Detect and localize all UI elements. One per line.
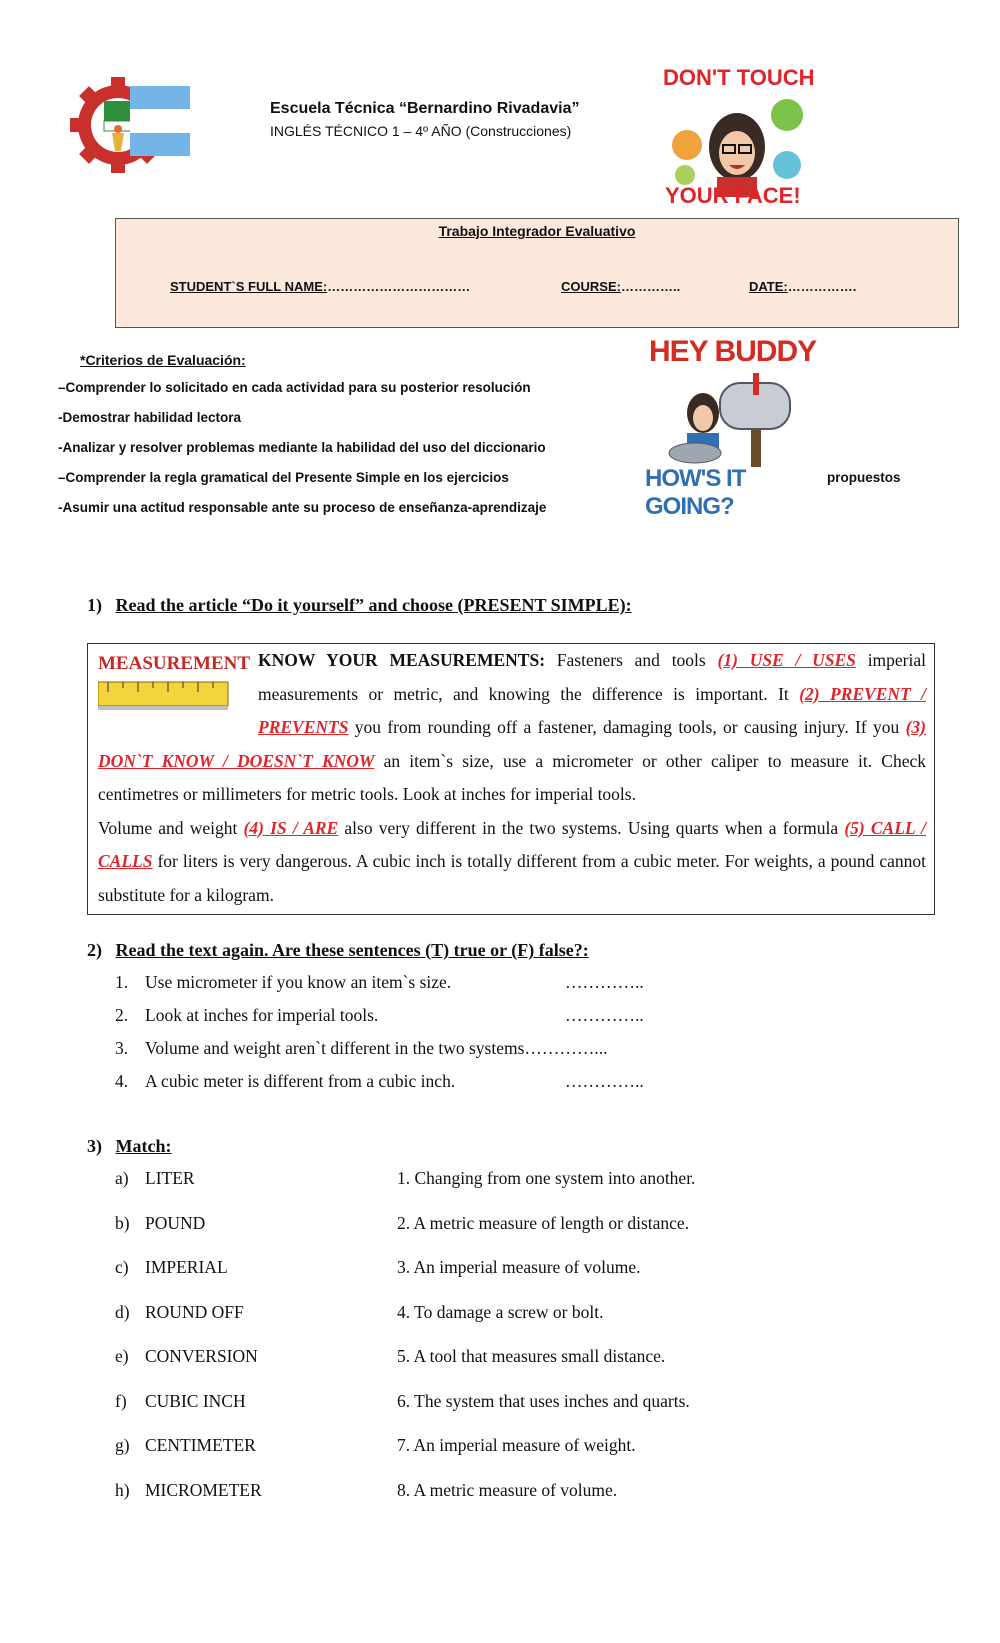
tf-item bbox=[115, 1071, 644, 1092]
match-term[interactable]: CENTIMETER bbox=[145, 1435, 256, 1455]
choice-2[interactable]: (2) PREVENT / PREVENTS bbox=[258, 683, 926, 737]
criteria-item: -Analizar y resolver problemas mediante la habilidad del uso del diccionario bbox=[58, 440, 546, 455]
match-definition[interactable]: 3. An imperial measure of volume. bbox=[397, 1257, 641, 1277]
date-blank: ……………. bbox=[787, 279, 857, 294]
article-lead: KNOW YOUR MEASUREMENTS: bbox=[258, 650, 546, 670]
q2-title: Read the text again. Are these sentences (T) true or (F) false?: bbox=[115, 940, 589, 960]
match-definition[interactable]: 8. A metric measure of volume. bbox=[397, 1479, 618, 1500]
q3-heading bbox=[87, 1136, 171, 1157]
q3-title: Match: bbox=[115, 1136, 172, 1156]
tf-item-number: 1. bbox=[115, 972, 129, 992]
student-name-field[interactable] bbox=[170, 279, 470, 294]
choice-4[interactable]: (4) IS / ARE bbox=[243, 817, 339, 838]
q1-number: 1) bbox=[87, 595, 102, 615]
match-letter: d) bbox=[115, 1301, 130, 1322]
date-label: DATE: bbox=[749, 279, 788, 294]
match-term[interactable]: IMPERIAL bbox=[145, 1257, 228, 1277]
article-text: Fasteners and tools bbox=[545, 650, 718, 670]
course-blank: ………….. bbox=[620, 279, 681, 294]
criteria-item: -Asumir una actitud responsable ante su proceso de enseñanza-aprendizaje bbox=[58, 500, 547, 515]
criteria-item: -Demostrar habilidad lectora bbox=[58, 410, 242, 425]
match-definition[interactable]: 7. An imperial measure of weight. bbox=[397, 1435, 636, 1455]
school-name: Escuela Técnica “Bernardino Rivadavia” bbox=[270, 100, 580, 117]
match-definition[interactable]: 1. Changing from one system into another. bbox=[397, 1168, 696, 1188]
criteria-trailing-word: propuestos bbox=[827, 470, 901, 485]
q2-number: 2) bbox=[87, 940, 102, 960]
match-letter: h) bbox=[115, 1479, 130, 1500]
match-term[interactable]: CUBIC INCH bbox=[145, 1390, 246, 1411]
hey-buddy-sticker bbox=[645, 335, 820, 520]
flag-icon bbox=[130, 86, 190, 156]
course-field[interactable] bbox=[561, 279, 680, 294]
student-name-label: STUDENT`S FULL NAME: bbox=[170, 279, 328, 294]
match-term[interactable]: LITER bbox=[145, 1168, 195, 1188]
measurement-label: MEASUREMENT bbox=[98, 653, 251, 674]
match-definition[interactable]: 4. To damage a screw or bolt. bbox=[397, 1301, 604, 1322]
sticker-text-top: HEY BUDDY bbox=[649, 335, 817, 368]
match-letter: c) bbox=[115, 1257, 129, 1277]
tf-answer-blank[interactable]: ………….. bbox=[565, 1005, 644, 1025]
match-letter: a) bbox=[115, 1168, 129, 1188]
tf-item-number: 3. bbox=[115, 1038, 129, 1058]
article-text: imperial measurements or metric, and knowing the difference is important. It bbox=[258, 650, 927, 704]
match-letter: g) bbox=[115, 1435, 130, 1455]
match-definition[interactable]: 2. A metric measure of length or distance. bbox=[397, 1212, 690, 1233]
tf-item-number: 2. bbox=[115, 1005, 129, 1025]
dont-touch-face-sticker bbox=[655, 65, 820, 215]
student-name-blank: …………………………… bbox=[327, 279, 471, 294]
evaluation-title: Trabajo Integrador Evaluativo bbox=[438, 223, 636, 239]
match-letter: f) bbox=[115, 1390, 127, 1411]
match-definition[interactable]: 5. A tool that measures small distance. bbox=[397, 1346, 666, 1366]
match-letter: e) bbox=[115, 1346, 129, 1366]
evaluation-header-box bbox=[115, 218, 959, 328]
q1-heading bbox=[87, 595, 632, 616]
match-term[interactable]: POUND bbox=[145, 1212, 206, 1233]
match-term[interactable]: CONVERSION bbox=[145, 1346, 258, 1366]
sticker-text-top: DON'T TOUCH bbox=[663, 65, 815, 90]
tf-item-text: A cubic meter is different from a cubic inch. bbox=[145, 1071, 456, 1091]
date-field[interactable] bbox=[749, 279, 856, 294]
sticker-text-bottom: YOUR FACE! bbox=[665, 183, 801, 208]
article-text: Volume and weight bbox=[98, 817, 244, 838]
match-term[interactable]: MICROMETER bbox=[145, 1479, 262, 1500]
choice-1[interactable]: (1) USE / USES bbox=[717, 650, 856, 670]
match-area bbox=[115, 1168, 815, 1500]
match-term[interactable]: ROUND OFF bbox=[145, 1301, 244, 1322]
article-text: also very different in the two systems. Using quarts when a formula bbox=[338, 817, 845, 838]
tf-item bbox=[115, 1038, 608, 1059]
criteria-item: –Comprender la regla gramatical del Presente Simple en los ejercicios bbox=[58, 470, 509, 485]
choice-5[interactable]: (5) CALL / CALLS bbox=[98, 817, 926, 871]
course-label: COURSE: bbox=[561, 279, 621, 294]
tf-item-number: 4. bbox=[115, 1071, 129, 1091]
criteria-heading: *Criterios de Evaluación: bbox=[80, 352, 246, 368]
tf-item-text[interactable]: Volume and weight aren`t different in the two systems…………... bbox=[145, 1038, 608, 1058]
article-text: an item`s size, use a micrometer or other caliper to measure it. Check centimetres or millimeters for metric tools. Look at inches for imperial tools. bbox=[98, 750, 926, 804]
reading-text-box bbox=[87, 643, 935, 915]
tf-item bbox=[115, 1005, 644, 1026]
tf-answer-blank[interactable]: ………….. bbox=[565, 1071, 644, 1091]
match-letter: b) bbox=[115, 1212, 130, 1233]
tf-item-text: Use micrometer if you know an item`s size. bbox=[145, 972, 452, 992]
tf-item-text: Look at inches for imperial tools. bbox=[145, 1005, 379, 1025]
measurement-image bbox=[98, 650, 251, 730]
choice-3[interactable]: (3) DON`T KNOW / DOESN`T KNOW bbox=[98, 717, 926, 771]
article-text: for liters is very dangerous. A cubic inch is totally different from a cubic meter. For weights, a pound cannot substitute for a kilogram. bbox=[98, 851, 926, 905]
match-definition[interactable]: 6. The system that uses inches and quarts. bbox=[397, 1390, 690, 1411]
tf-item bbox=[115, 972, 644, 993]
q1-title: Read the article “Do it yourself” and choose (PRESENT SIMPLE): bbox=[115, 595, 632, 615]
reading-paragraph bbox=[98, 644, 926, 912]
sticker-text-bottom: HOW'S IT GOING? bbox=[645, 465, 746, 520]
q2-heading bbox=[87, 940, 589, 961]
tf-answer-blank[interactable]: ………….. bbox=[565, 972, 644, 992]
article-text: you from rounding off a fastener, damaging tools, or causing injury. If you bbox=[348, 717, 906, 737]
criteria-item: –Comprender lo solicitado en cada actividad para su posterior resolución bbox=[58, 380, 531, 395]
subject-line: INGLÉS TÉCNICO 1 – 4º AÑO (Construcciones) bbox=[270, 123, 572, 139]
q3-number: 3) bbox=[87, 1136, 102, 1156]
